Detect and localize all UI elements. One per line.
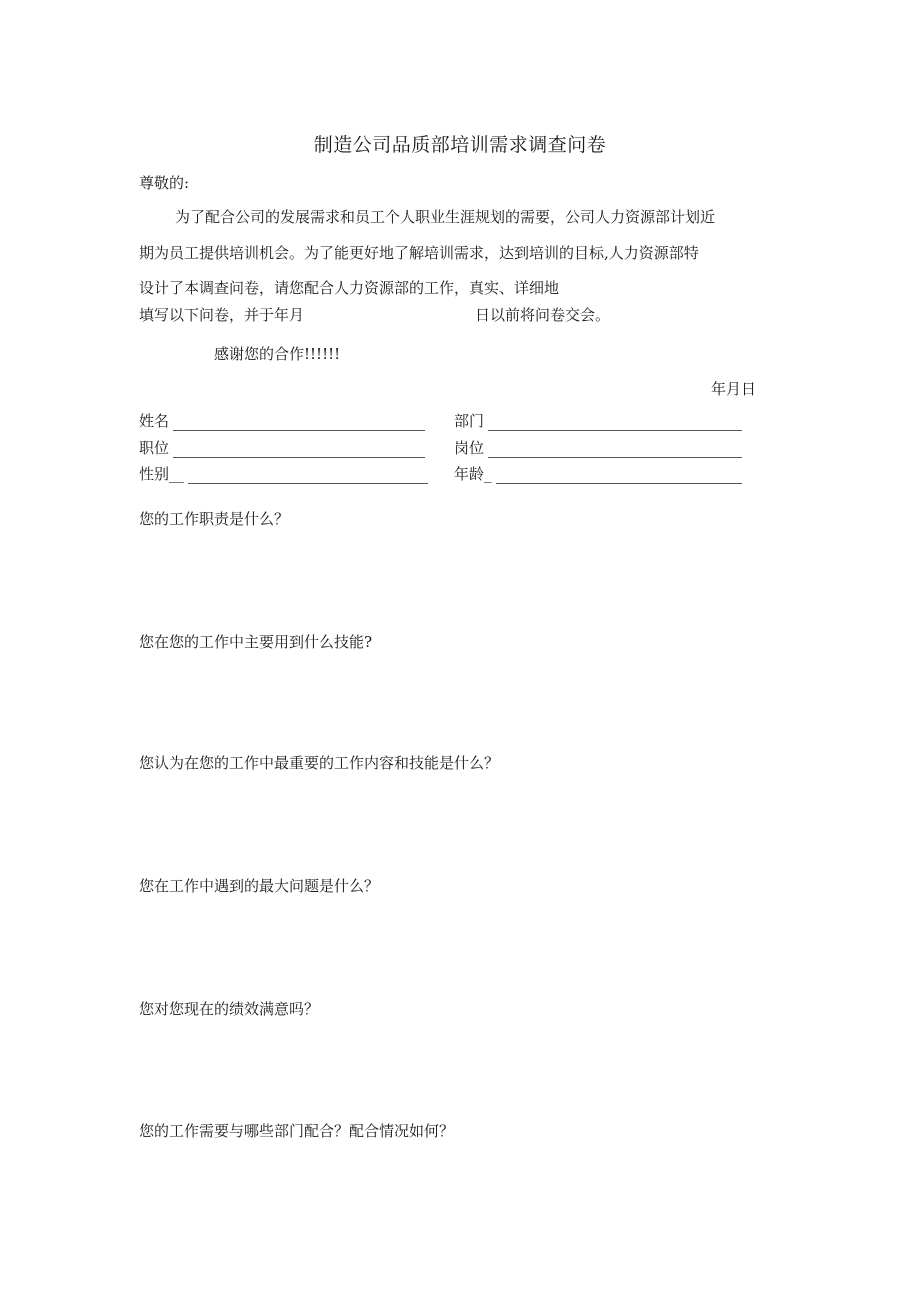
intro-line-4-start: 填写以下问卷，并于年月 <box>139 306 305 324</box>
department-label: 部门 <box>454 412 485 430</box>
question-6: 您的工作需要与哪些部门配合？配合情况如何？ <box>139 1122 455 1140</box>
department-blank[interactable] <box>488 416 742 431</box>
intro-line-1: 为了配合公司的发展需求和员工个人职业生涯规划的需要，公司人力资源部计划近 <box>175 208 716 226</box>
sex-blank[interactable] <box>188 469 428 484</box>
question-2: 您在您的工作中主要用到什么技能? <box>139 633 373 651</box>
name-field[interactable] <box>139 410 425 431</box>
question-5: 您对您现在的绩效满意吗？ <box>139 1000 320 1018</box>
name-blank[interactable] <box>173 416 425 431</box>
age-field[interactable] <box>454 463 742 484</box>
page-title: 制造公司品质部培训需求调查问卷 <box>313 134 607 156</box>
question-1: 您的工作职责是什么？ <box>139 510 290 528</box>
job-label: 职位 <box>139 439 170 457</box>
age-blank[interactable] <box>496 469 742 484</box>
job-field[interactable] <box>139 437 425 458</box>
post-blank[interactable] <box>488 443 742 458</box>
question-4: 您在工作中遇到的最大问题是什么？ <box>139 877 380 895</box>
name-label: 姓名 <box>139 412 170 430</box>
question-3: 您认为在您的工作中最重要的工作内容和技能是什么？ <box>139 754 500 772</box>
post-label: 岗位 <box>454 439 485 457</box>
department-field[interactable] <box>454 410 742 431</box>
thanks-note: 感谢您的合作!!!!!! <box>214 345 341 363</box>
job-blank[interactable] <box>173 443 425 458</box>
greeting: 尊敬的: <box>139 174 190 192</box>
intro-line-4-end: 日以前将问卷交会。 <box>475 306 611 324</box>
age-label: 年龄_ <box>454 465 492 483</box>
intro-line-2: 期为员工提供培训机会。为了能更好地了解培训需求，达到培训的目标,人力资源部特 <box>139 244 699 262</box>
sex-field[interactable] <box>139 463 428 484</box>
sex-label: 性别__ <box>139 465 185 483</box>
intro-line-3: 设计了本调查问卷，请您配合人力资源部的工作，真实、详细地 <box>139 279 560 297</box>
date-line: 年月日 <box>711 380 757 398</box>
post-field[interactable] <box>454 437 742 458</box>
